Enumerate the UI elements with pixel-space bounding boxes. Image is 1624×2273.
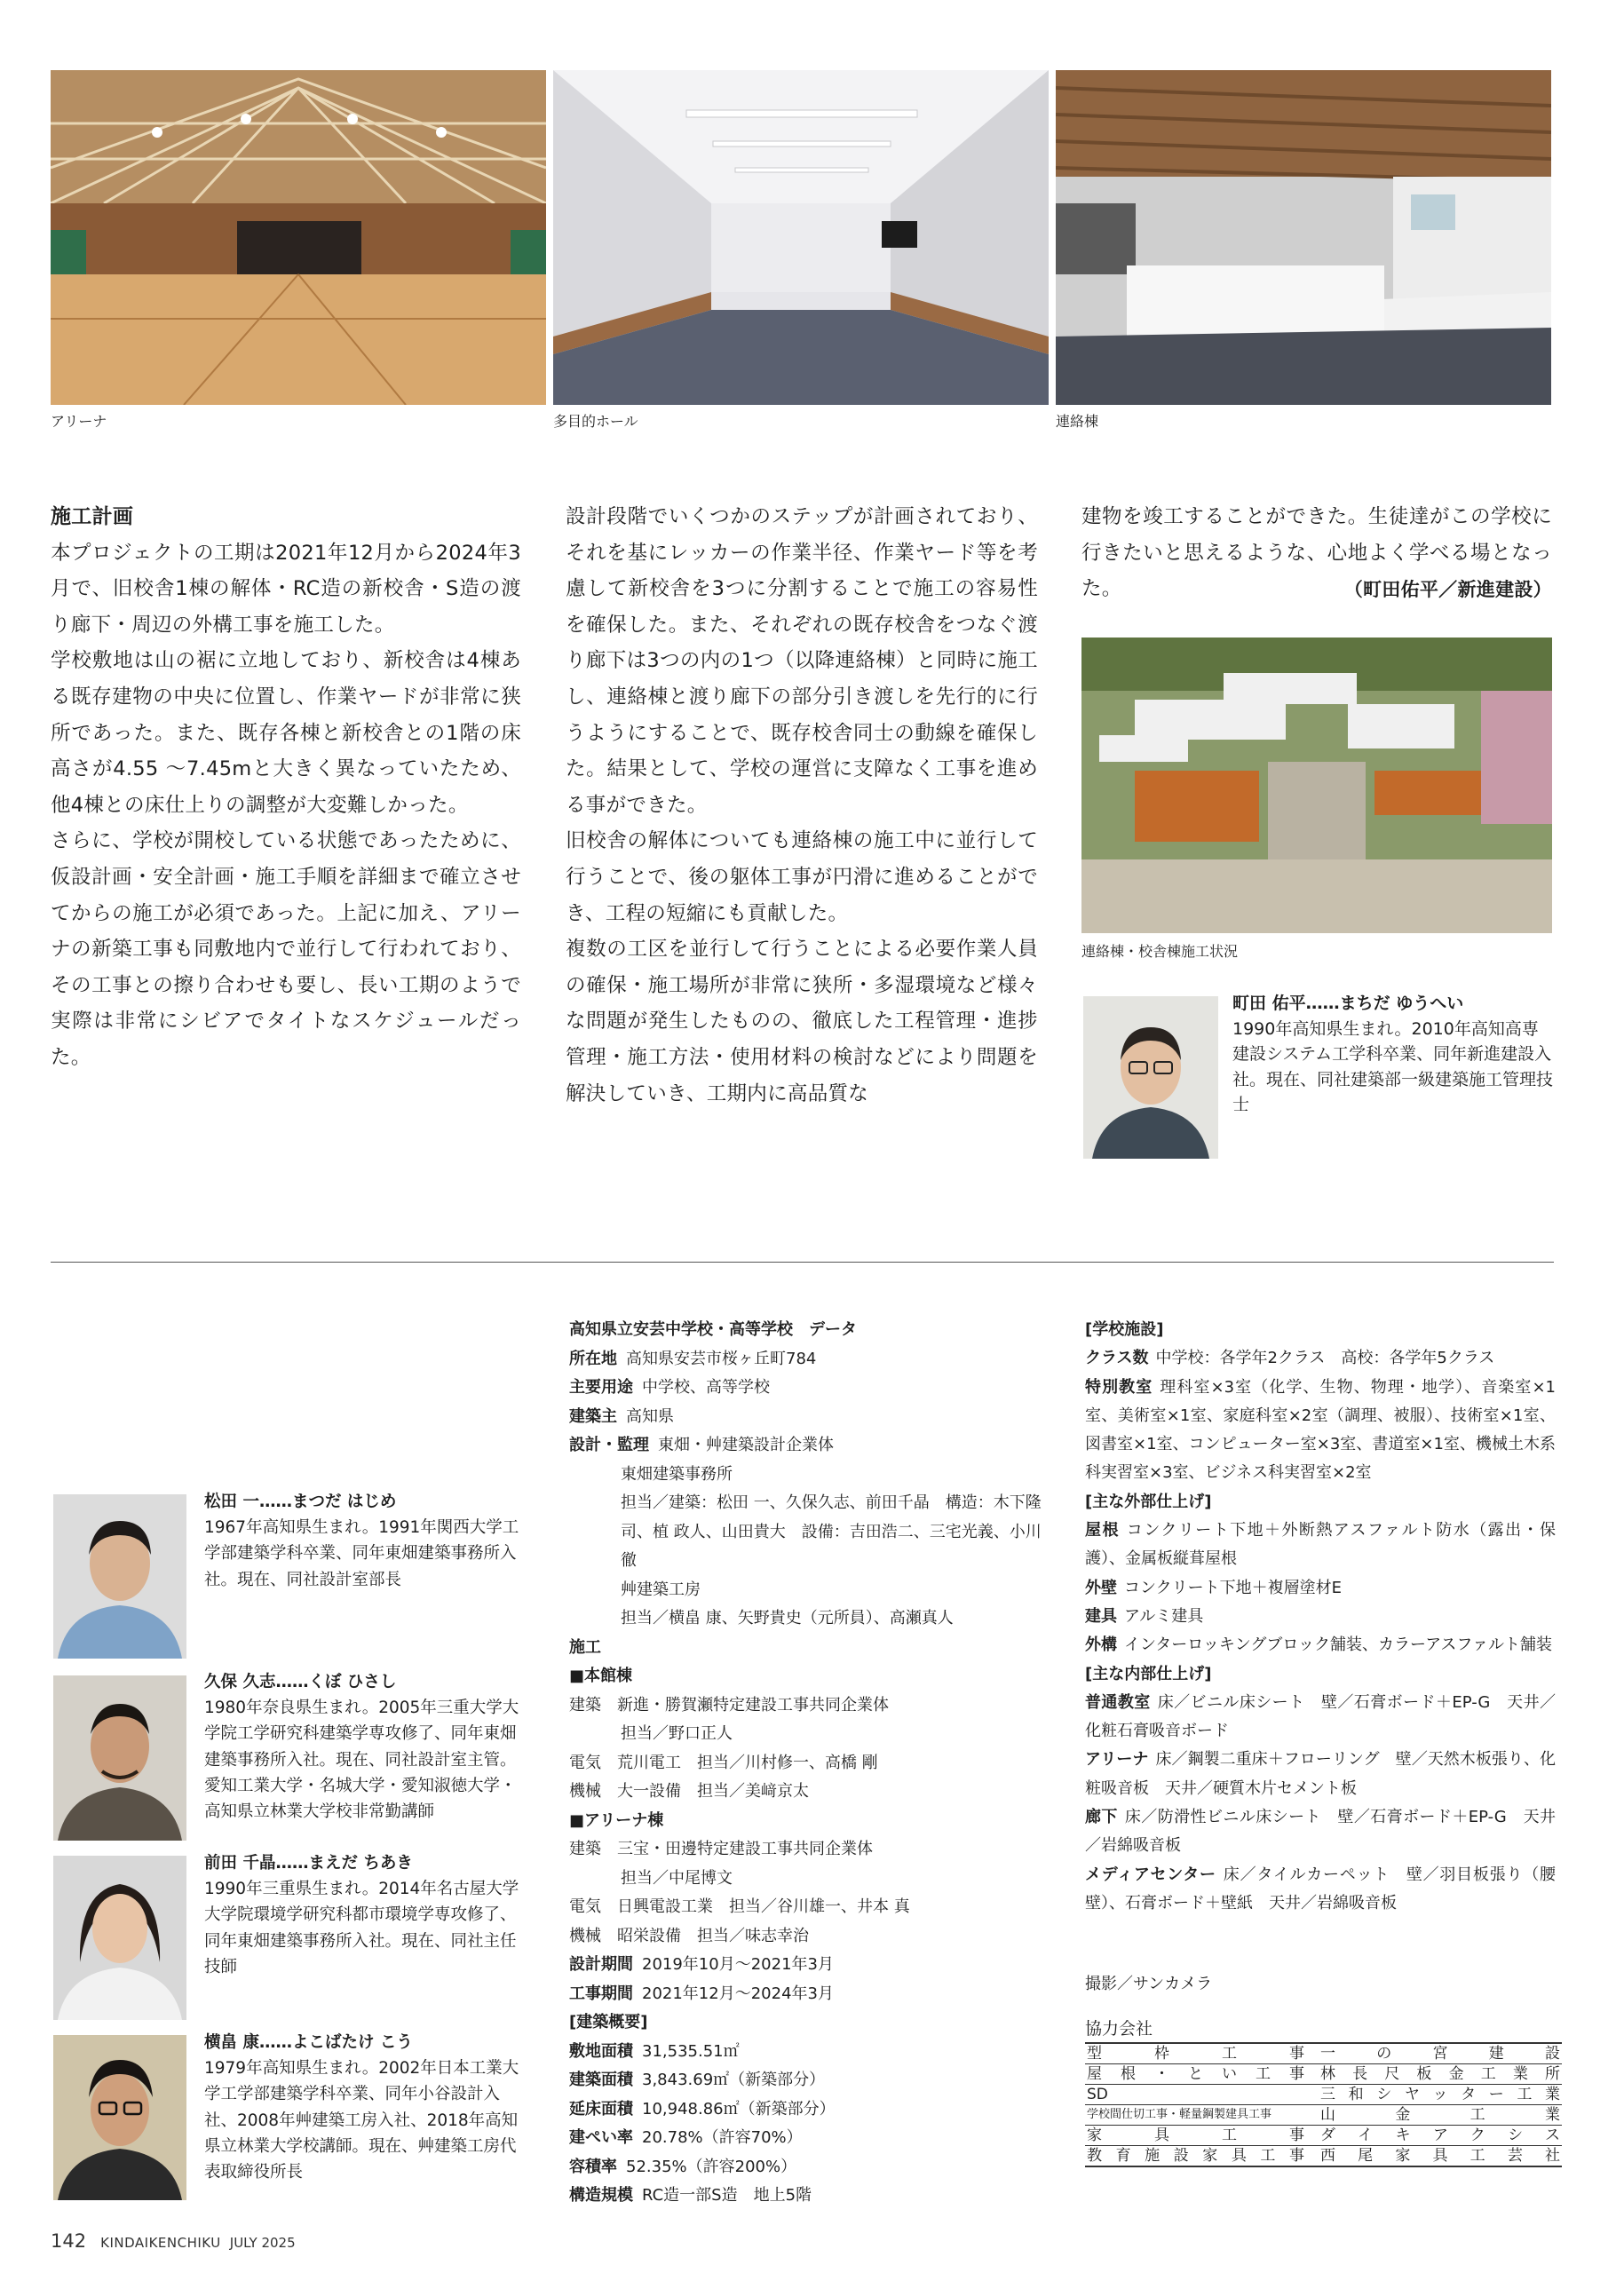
article-column-2: [566, 499, 1038, 1112]
table-row: 学校間仕切工事・軽量鋼製建具工事 山金工業: [1087, 2106, 1560, 2124]
photo-credit: 撮影／サンカメラ: [1085, 1975, 1213, 1993]
article-paragraph: 建物を竣工することができた。生徒達がこの学校に行きたいと思えるような、心地よく学べる場となった。: [1081, 505, 1552, 601]
article-paragraph: 学校敷地は山の裾に立地しており、新校舎は4棟ある既存建物の中央に位置し、作業ヤードが非常に狭所であった。また、既存各棟と新校舎との1階の床高さが4.55 ～7.45mと大きく異なっていたため、他4棟との床仕上りの調整が大変難しかった。: [51, 649, 521, 817]
building-specs: [学校施設] クラス数 中学校：各学年2クラス 高校：各学年5クラス 特別教室 理科室×3室（化学、生物、物理・地学）、音楽室×1室、美術室×1室、家庭科室×2室（調理、被服）、技術室×1室、図書室×1室、コンピューター室×3室、書道室×1室、機械土木系科実習室×3室、ビジネス科実習室×2室 [主な外部仕上げ] 屋根 コンクリート下地＋外断熱アスファルト防水（露出・保護）、金属板縦葺屋根 外壁 コンクリート下地＋複層塗材E 建具 アルミ建具 外構 インターロッキングブロック舗装、カラーアスファルト舗装 [主な内部仕上げ] 普通教室 床／ビニル床シート 壁／石膏ボード＋EP-G 天井／化粧石膏吸音ボード アリーナ 床／鋼製二重床＋フローリング 壁／天然木板張り、化粧吸音板 天井／硬質木片セメント板 廊下 床／防滑性ビニル床シート 壁／石膏ボード＋EP-G 天井／岩綿吸音板 メディアセンター 床／タイルカーペット 壁／羽目板張り（腰壁）、石膏ボード＋壁紙 天井／岩綿吸音板: [1085, 1320, 1557, 1913]
table-row: 屋根・とい工事 林長尺板金工業所: [1087, 2065, 1560, 2083]
article-signature: （町田佑平／新進建設）: [1343, 578, 1552, 600]
architect-portrait-2: [53, 1675, 186, 1841]
architect-bio-text: 1979年高知県生まれ。2002年日本工業大学工学部建築学科卒業、同年小谷設計入社、2008年艸建築工房入社、2018年高知県立林業大学校講師。現在、艸建築工房代表取締役所長: [204, 2059, 519, 2182]
data-title: 高知県立安芸中学校・高等学校 データ: [569, 1320, 857, 1339]
link-building-photo: [1056, 70, 1551, 405]
author-bio-text: 1990年高知県生まれ。2010年高知高専建設システム工学科卒業、同年新進建設入社。現在、同社建築部一級建築施工管理技士: [1232, 1018, 1554, 1114]
article-paragraph: 本プロジェクトの工期は2021年12月から2024年3月で、旧校舎1棟の解体・RC造の新校舎・S造の渡り廊下・周辺の外構工事を施工した。: [51, 541, 521, 637]
table-row: SD 三和シヤッター工業: [1087, 2086, 1560, 2103]
article-paragraph: 複数の工区を並行して行うことによる必要作業人員の確保・施工場所が非常に狭所・多湿環境など様々な問題が発生したものの、徹底した工程管理・進捗管理・施工方法・使用材料の検討などにより問題を解決していき、工期内に高品質な: [566, 938, 1038, 1105]
architect-portrait-3: [53, 1856, 186, 2020]
article-paragraph: さらに、学校が開校している状態であったために、仮設計画・安全計画・施工手順を詳細まで確立させてからの施工が必須であった。上記に加え、アリーナの新築工事も同敷地内で並行して行われており、その工事との擦り合わせも要し、長い工期のようで実際は非常にシビアでタイトなスケジュールだった。: [51, 829, 521, 1069]
article-heading: 施工計画: [51, 505, 134, 528]
architect-name: 横畠 康……よこばたけ こう: [204, 2033, 413, 2052]
construction-site-photo: [1081, 638, 1552, 933]
cooperating-companies-table: [1085, 2042, 1562, 2167]
article-paragraph: 設計段階でいくつかのステップが計画されており、それを基にレッカーの作業半径、作業ヤード等を考慮して新校舎を3つに分割することで施工の容易性を確保した。また、それぞれの既存校舎をつなぐ渡り廊下は3つの内の1つ（以降連絡棟）と同時に施工し、連絡棟と渡り廊下の部分引き渡しを先行的に行うようにすることで、既存校舎同士の動線を確保した。結果として、学校の運営に支障なく工事を進める事ができた。: [566, 505, 1038, 817]
author-name: 町田 佑平……まちだ ゆうへい: [1232, 994, 1464, 1013]
section-divider: [51, 1262, 1554, 1263]
project-data: 高知県立安芸中学校・高等学校 データ 所在地 高知県安芸市桜ヶ丘町784 主要用途 中学校、高等学校 建築主 高知県 設計・監理 東畑・艸建築設計企業体 東畑建築事務所 担当／建築：松田 一、久保久志、前田千晶 構造：木下隆司、植 政人、山田貴大 設備：吉田浩二、三宅光義、小川 徹 艸建築工房 担当／横畠 康、矢野貴史（元所員）、高瀬真人 施工 ■本館棟 建築 新進・勝賀瀬特定建設工事共同企業体 担当／野口正人 電気 荒川電工 担当／川村修一、高橋 剛 機械 大一設備 担当／美﨑京太 ■アリーナ棟 建築 三宝・田邊特定建設工事共同企業体 担当／中尾博文 電気 日興電設工業 担当／谷川雄一、井本 真 機械 昭栄設備 担当／味志幸治 設計期間 2019年10月～2021年3月 工事期間 2021年12月～2024年3月 [建築概要] 敷地面積 31,535.51㎡ 建築面積 3,843.69㎡（新築部分） 延床面積 10,948.86㎡（新築部分） 建ぺい率 20.78%（許容70%） 容積率 52.35%（許容200%） 構造規模 RC造一部S造 地上5階: [569, 1316, 1044, 2211]
architect-bio-1: [204, 1489, 528, 1593]
author-bio: [1232, 991, 1554, 1118]
author-portrait: [1083, 996, 1218, 1159]
architect-name: 前田 千晶……まえだ ちあき: [204, 1854, 413, 1873]
multipurpose-hall-photo: [553, 70, 1049, 405]
arena-photo: [51, 70, 546, 405]
multipurpose-hall-caption: 多目的ホール: [553, 413, 638, 430]
page-footer: [51, 2230, 296, 2252]
coop-heading: 協力会社: [1085, 2019, 1153, 2039]
architect-bio-text: 1967年高知県生まれ。1991年関西大学工学部建築学科卒業、同年東畑建築事務所入社。現在、同社設計室部長: [204, 1518, 519, 1589]
article-column-1: [51, 499, 521, 1076]
architect-portrait-4: [53, 2035, 186, 2200]
magazine-issue: JULY 2025: [229, 2235, 296, 2251]
arena-caption: アリーナ: [51, 413, 107, 430]
table-row: 型枠工事 一の宮建設: [1087, 2045, 1560, 2063]
architect-name: 久保 久志……くぼ ひさし: [204, 1673, 397, 1691]
construction-site-caption: 連絡棟・校舎棟施工状況: [1081, 943, 1239, 960]
article-column-3: [1081, 499, 1552, 607]
architect-bio-3: [204, 1850, 528, 1980]
page-number: 142: [51, 2230, 87, 2252]
architect-portrait-1: [53, 1494, 186, 1659]
architect-bio-text: 1980年奈良県生まれ。2005年三重大学大学院工学研究科建築学専攻修了、同年東畑建築事務所入社。現在、同社設計室主管。愛知工業大学・名城大学・愛知淑徳大学・高知県立林業大学校非常勤講師: [204, 1699, 519, 1822]
table-row: 家具工事 ダイキアクシス: [1087, 2126, 1560, 2144]
architect-bio-4: [204, 2030, 528, 2185]
architect-bio-2: [204, 1669, 528, 1825]
article-paragraph: 旧校舎の解体についても連絡棟の施工中に並行して行うことで、後の躯体工事が円滑に進めることができ、工程の短縮にも貢献した。: [566, 829, 1038, 925]
architect-name: 松田 一……まつだ はじめ: [204, 1493, 397, 1511]
magazine-name: KINDAIKENCHIKU: [100, 2235, 221, 2251]
table-row: 教育施設家具工事 西尾家具工芸社: [1087, 2147, 1560, 2165]
architect-bio-text: 1990年三重県生まれ。2014年名古屋大学大学院環境学研究科都市環境学専攻修了、同年東畑建築事務所入社。現在、同社主任技師: [204, 1880, 519, 1976]
link-building-caption: 連絡棟: [1056, 413, 1099, 430]
